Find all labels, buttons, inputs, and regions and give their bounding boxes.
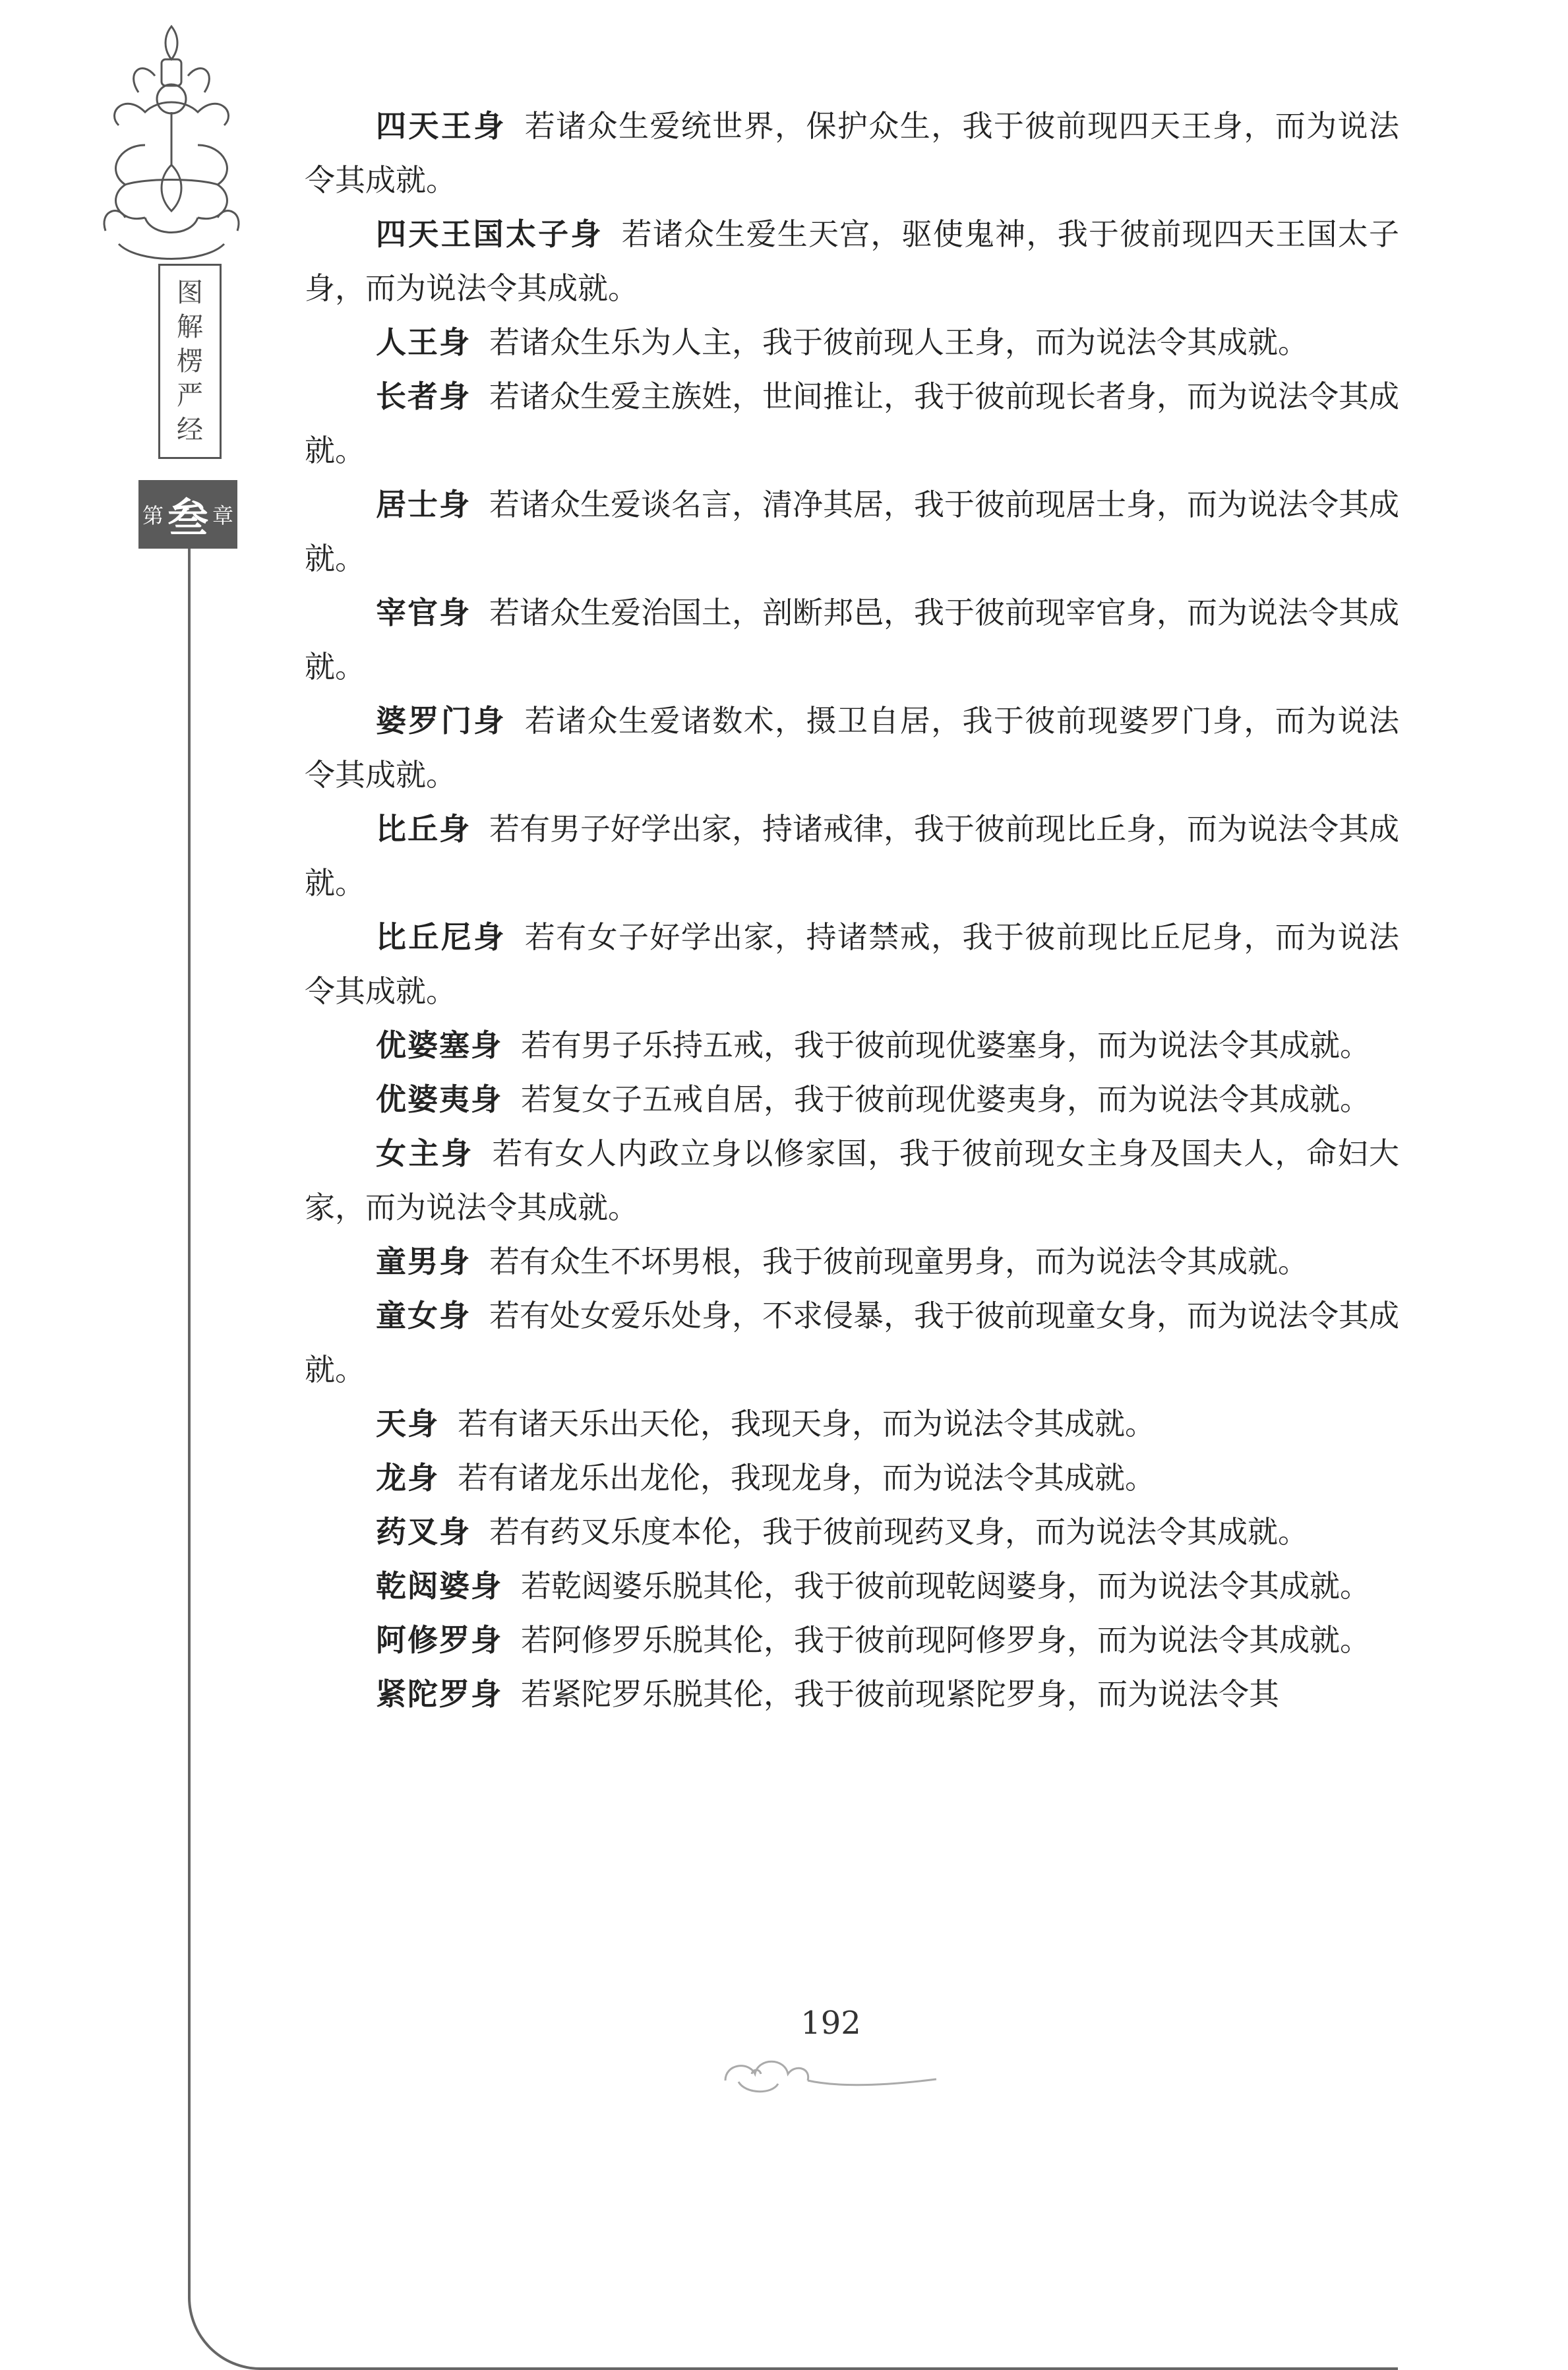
book-title-char: 严 — [177, 380, 203, 411]
entry-term: 女主身 — [376, 1136, 474, 1171]
page-number: 192 — [800, 2005, 861, 2042]
entry-text: 若有诸龙乐出龙伦，我现龙身，而为说法令其成就。 — [458, 1460, 1155, 1496]
entry-paragraph — [305, 315, 1399, 369]
entry-term: 童男身 — [376, 1244, 471, 1279]
entry-text: 若有女人内政立身以修家国，我于彼前现女主身及国夫人，命妇大家，而为说法令其成就。 — [305, 1136, 1400, 1225]
chapter-tab — [138, 480, 237, 549]
entry-term: 四天王国太子身 — [376, 216, 603, 252]
entry-paragraph — [305, 802, 1399, 910]
entry-term: 居士身 — [376, 487, 471, 522]
entry-term: 优婆塞身 — [376, 1027, 502, 1063]
entry-paragraph — [305, 694, 1399, 802]
entry-text: 若有男子好学出家，持诸戒律，我于彼前现比丘身，而为说法令其成就。 — [305, 811, 1399, 901]
entry-term: 人王身 — [376, 324, 471, 360]
entry-paragraph — [305, 1289, 1399, 1397]
chapter-number: 叁 — [167, 493, 208, 542]
entry-text: 若诸众生乐为人主，我于彼前现人王身，而为说法令其成就。 — [489, 324, 1308, 360]
chapter-prefix: 第 — [142, 503, 164, 528]
entry-paragraph — [305, 477, 1399, 586]
entry-text: 若诸众生爱生天宫，驱使鬼神，我于彼前现四天王国太子身，而为说法令其成就。 — [305, 216, 1400, 306]
entry-text: 若诸众生爱统世界，保护众生，我于彼前现四天王身，而为说法令其成就。 — [305, 108, 1400, 198]
entry-term: 婆罗门身 — [376, 703, 506, 739]
entry-text: 若阿修罗乐脱其伦，我于彼前现阿修罗身，而为说法令其成就。 — [521, 1622, 1370, 1658]
entry-text: 若复女子五戒自居，我于彼前现优婆夷身，而为说法令其成就。 — [521, 1081, 1370, 1117]
entry-term: 药叉身 — [376, 1514, 471, 1550]
chapter-suffix: 章 — [212, 503, 234, 528]
entry-paragraph — [305, 1451, 1399, 1505]
entry-text: 若诸众生爱治国土，剖断邦邑，我于彼前现宰官身，而为说法令其成就。 — [305, 595, 1399, 684]
book-title-char: 图 — [177, 278, 203, 308]
entry-paragraph — [305, 1559, 1399, 1613]
entry-term: 阿修罗身 — [376, 1622, 502, 1658]
main-text — [305, 99, 1399, 1721]
entry-text: 若有诸天乐出天伦，我现天身，而为说法令其成就。 — [458, 1406, 1155, 1442]
entry-text: 若乾闼婆乐脱其伦，我于彼前现乾闼婆身，而为说法令其成就。 — [521, 1568, 1370, 1604]
entry-term: 优婆夷身 — [376, 1081, 502, 1117]
entry-paragraph — [305, 1667, 1399, 1721]
entry-paragraph — [305, 1397, 1399, 1451]
entry-text: 若有男子乐持五戒，我于彼前现优婆塞身，而为说法令其成就。 — [521, 1027, 1370, 1063]
entry-term: 宰官身 — [376, 595, 471, 630]
entry-text: 若有处女爱乐处身，不求侵暴，我于彼前现童女身，而为说法令其成就。 — [305, 1298, 1399, 1387]
entry-paragraph — [305, 207, 1399, 315]
entry-paragraph — [305, 1072, 1399, 1126]
entry-paragraph — [305, 1018, 1399, 1072]
entry-term: 长者身 — [376, 379, 471, 414]
entry-paragraph — [305, 910, 1399, 1018]
entry-paragraph — [305, 1505, 1399, 1559]
entry-text: 若有女子好学出家，持诸禁戒，我于彼前现比丘尼身，而为说法令其成就。 — [305, 919, 1400, 1009]
entry-paragraph — [305, 1234, 1399, 1289]
entry-term: 比丘尼身 — [376, 919, 506, 955]
entry-text: 若诸众生爱诸数术，摄卫自居，我于彼前现婆罗门身，而为说法令其成就。 — [305, 703, 1400, 793]
entry-term: 乾闼婆身 — [376, 1568, 502, 1604]
entry-term: 天身 — [376, 1406, 439, 1442]
entry-text: 若有药叉乐度本伦，我于彼前现药叉身，而为说法令其成就。 — [489, 1514, 1308, 1550]
entry-paragraph — [305, 1126, 1399, 1234]
entry-term: 比丘身 — [376, 811, 471, 847]
entry-paragraph — [305, 369, 1399, 477]
entry-text: 若有众生不坏男根，我于彼前现童男身，而为说法令其成就。 — [489, 1244, 1308, 1279]
entry-term: 童女身 — [376, 1298, 471, 1333]
book-title-char: 楞 — [177, 346, 203, 377]
cloud-ornament-icon — [712, 2034, 950, 2107]
entry-term: 四天王身 — [376, 108, 506, 144]
entry-term: 紧陀罗身 — [376, 1676, 502, 1712]
book-title-char: 经 — [177, 415, 203, 445]
entry-term: 龙身 — [376, 1460, 439, 1496]
book-title-vertical — [158, 264, 222, 459]
book-title-char: 解 — [177, 312, 203, 342]
entry-text: 若诸众生爱主族姓，世间推让，我于彼前现长者身，而为说法令其成就。 — [305, 379, 1399, 468]
entry-paragraph — [305, 99, 1399, 207]
entry-paragraph — [305, 586, 1399, 694]
entry-text: 若诸众生爱谈名言，清净其居，我于彼前现居士身，而为说法令其成就。 — [305, 487, 1399, 576]
entry-text: 若紧陀罗乐脱其伦，我于彼前现紧陀罗身，而为说法令其 — [521, 1676, 1279, 1712]
entry-paragraph — [305, 1613, 1399, 1667]
lotus-vajra-ornament-icon — [79, 13, 264, 290]
